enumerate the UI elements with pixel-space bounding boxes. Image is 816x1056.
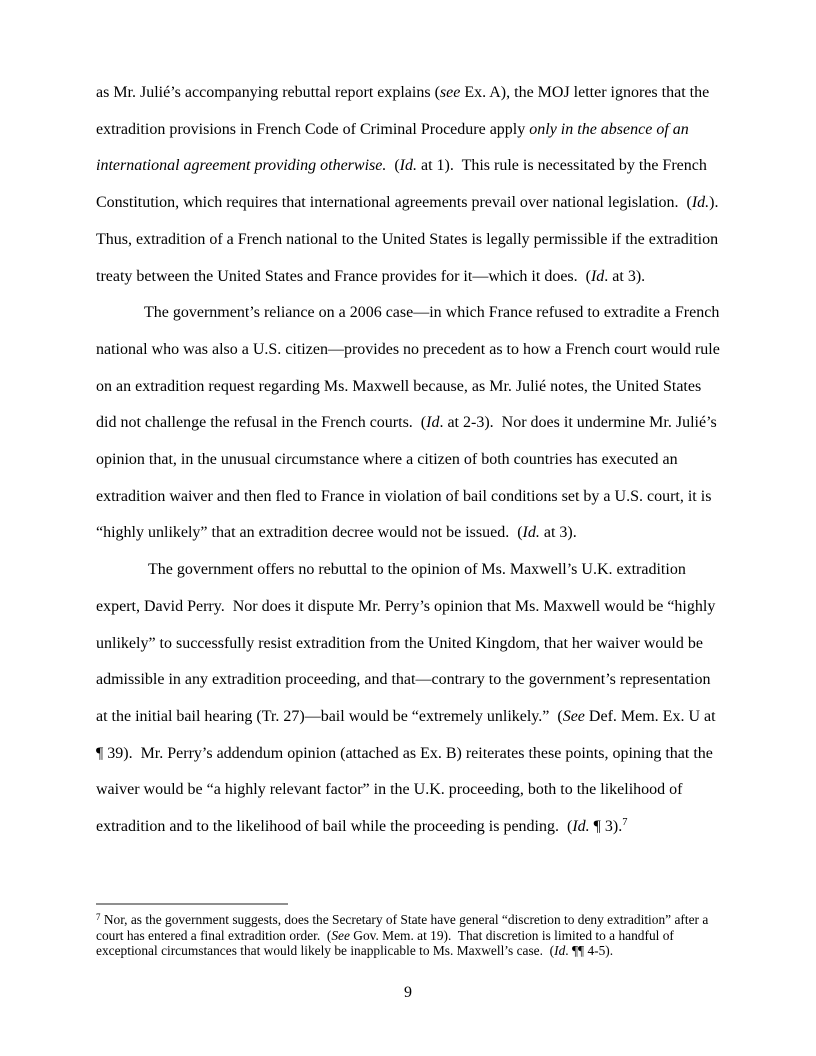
paragraph-2: The government’s reliance on a 2006 case—in which France refused to extradite a French national who was also a U.S. citizen—provides no precedent as to how a French court would rule on an extradition request regarding Ms. Maxwell because, as Mr. Julié notes, the United States did not challenge the refusal in the French courts. (Id. at 2-3). Nor does it undermine Mr. Julié’s opinion that, in the unusual circumstance where a citizen of both countries has executed an extradition waiver and then fled to France in violation of bail conditions set by a U.S. court, it is “highly unlikely” that an extradition decree would not be issued. (Id. at 3).: [96, 304, 724, 542]
footnote-7: $^7$ Nor, as the government suggests, does the Secretary of State have general “discretion to deny extradition” after a court has entered a final extradition order. (See Gov. Mem. at 19). That discretion is limited to a handful of exceptional circumstances that would likely be inapplicable to Ms. Maxwell’s case. (Id. ¶¶ 4-5).: [96, 912, 712, 959]
document-body: [96, 75, 727, 846]
paragraph-3: The government offers no rebuttal to the opinion of Ms. Maxwell’s U.K. extradition expert, David Perry. Nor does it dispute Mr. Perry’s opinion that Ms. Maxwell would be “highly unlikely” to successfully resist extradition from the United Kingdom, that her waiver would be admissible in any extradition proceeding, and that—contrary to the government’s representation at the initial bail hearing (Tr. 27)—bail would be “extremely unlikely.” (See Def. Mem. Ex. U at ¶ 39). Mr. Perry’s addendum opinion (attached as Ex. B) reiterates these points, opining that the waiver would be “a highly relevant factor” in the U.K. proceeding, both to the likelihood of extradition and to the likelihood of bail while the proceeding is pending. (Id. ¶ 3).$^7$: [96, 561, 720, 836]
footnote-separator: [96, 903, 288, 905]
footnote-area: [96, 903, 722, 959]
page-number: 9: [404, 984, 412, 1001]
paragraph-1: as Mr. Julié’s accompanying rebuttal report explains (see Ex. A), the MOJ letter ignores that the extradition provisions in French Code of Criminal Procedure apply only in the absence of an international agreement providing otherwise. (Id. at 1). This rule is necessitated by the French Constitution, which requires that international agreements prevail over national legislation. (Id.). Thus, extradition of a French national to the United States is legally permissible if the extradition treaty between the United States and France provides for it—which it does. (Id. at 3).: [96, 84, 727, 285]
